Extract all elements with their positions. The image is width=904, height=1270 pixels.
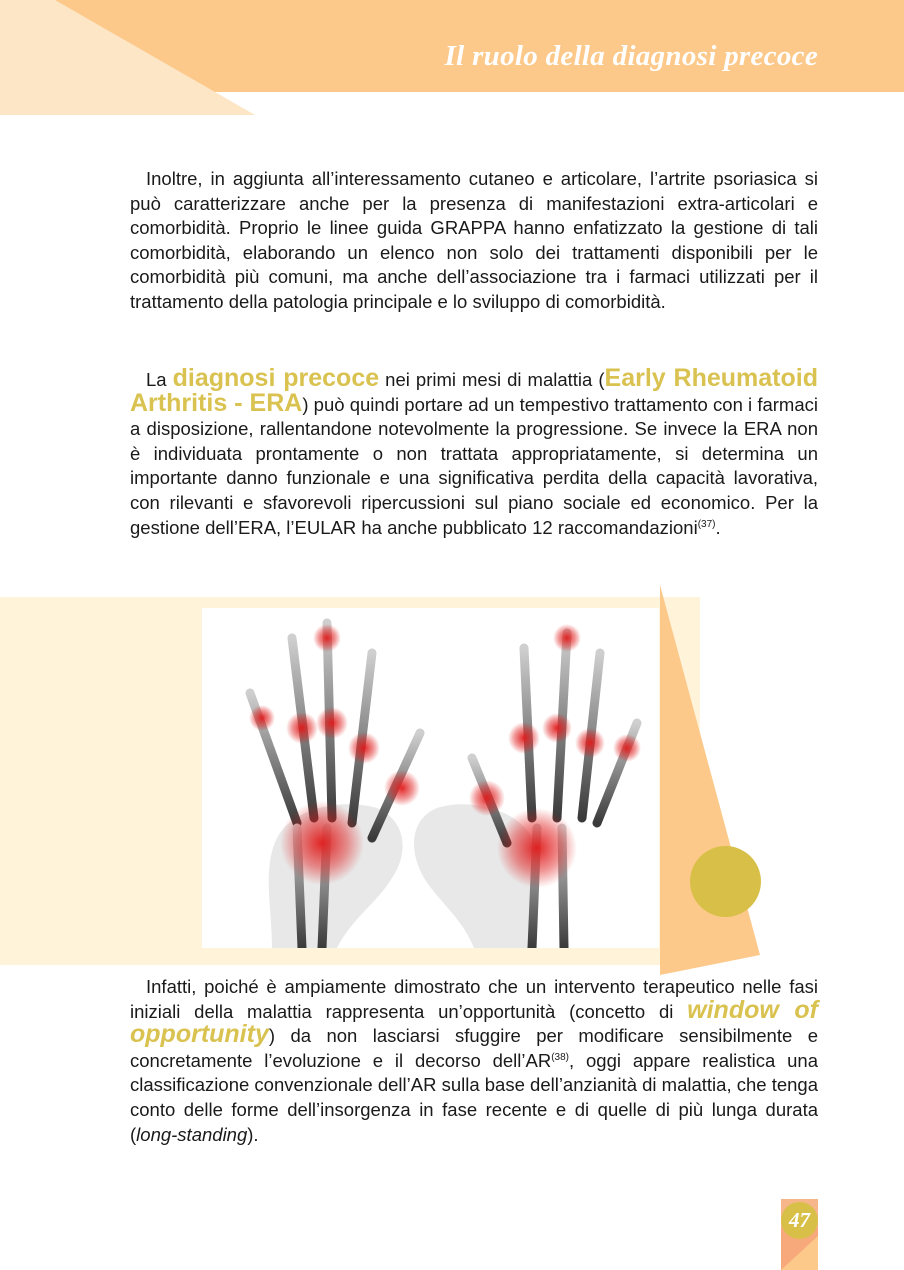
page-title: Il ruolo della diagnosi precoce	[444, 40, 818, 72]
highlight-diagnosi-precoce: diagnosi precoce	[172, 364, 380, 392]
p3-end: ).	[247, 1123, 259, 1145]
highlight-era: Early Rheumatoid Arthritis - ERA	[130, 364, 818, 417]
xray-hands-illustration	[202, 608, 659, 948]
right-hand	[414, 624, 641, 948]
paragraph-3	[130, 975, 818, 1147]
xray-hands-image	[202, 608, 659, 948]
header-corner-triangle	[0, 0, 260, 115]
p3-mid: ) da non lasciarsi sfuggire per modificare sensibilmente e concretamente l’evoluzione e il decorso dell’AR	[130, 1025, 818, 1071]
p3-rest: , oggi appare realistica una classificazione convenzionale dell’AR sulla base dell’anzianità di malattia, che tenga conto delle forme dell’insorgenza in fase recente e di quelle di più lunga durata (	[130, 1049, 818, 1145]
reference-37: (37)	[697, 518, 716, 530]
page-number: 47	[781, 1202, 818, 1239]
p2-end: .	[715, 516, 721, 538]
decorative-yellow-circle	[690, 846, 761, 917]
reference-38: (38)	[551, 1051, 570, 1063]
long-standing-term: long-standing	[136, 1123, 248, 1145]
p2-mid: nei primi mesi di malattia (	[379, 369, 605, 390]
highlight-window-of-opportunity: window of opportunity	[130, 995, 818, 1049]
paragraph-2	[130, 364, 818, 540]
figure-side-triangle	[650, 585, 770, 975]
p3-lead: Infatti, poiché è ampiamente dimostrato che un intervento terapeutico nelle fasi iniziali della malattia rappresenta un’opportunità (concetto di	[130, 976, 818, 1022]
paragraph-1: Inoltre, in aggiunta all’interessamento cutaneo e articolare, l’artrite psoriasica si può caratterizzare anche per la presenza di manifestazioni extra-articolari e comorbidità. Proprio le linee guida GRAPPA hanno enfatizzato la gestione di tali comorbidità, elaborando un elenco non solo dei trattamenti disponibili per le comorbidità più comuni, ma anche dell’associazione tra i farmaci utilizzati per il trattamento della patologia principale e lo sviluppo di comorbidità.	[130, 168, 818, 312]
left-hand	[249, 623, 420, 948]
p2-lead: La	[146, 369, 173, 390]
p2-rest: ) può quindi portare ad un tempestivo trattamento con i farmaci a disposizione, rallentandone notevolmente la progressione. Se invece la ERA non è individuata prontamente o non trattata appropriatamente, si determina un importante danno funzionale e una significativa perdita della capacità lavorativa, con rilevanti e sfavorevoli ripercussioni sul piano sociale ed economico. Per la gestione dell’ERA, l’EULAR ha anche pubblicato 12 raccomandazioni	[130, 393, 818, 538]
